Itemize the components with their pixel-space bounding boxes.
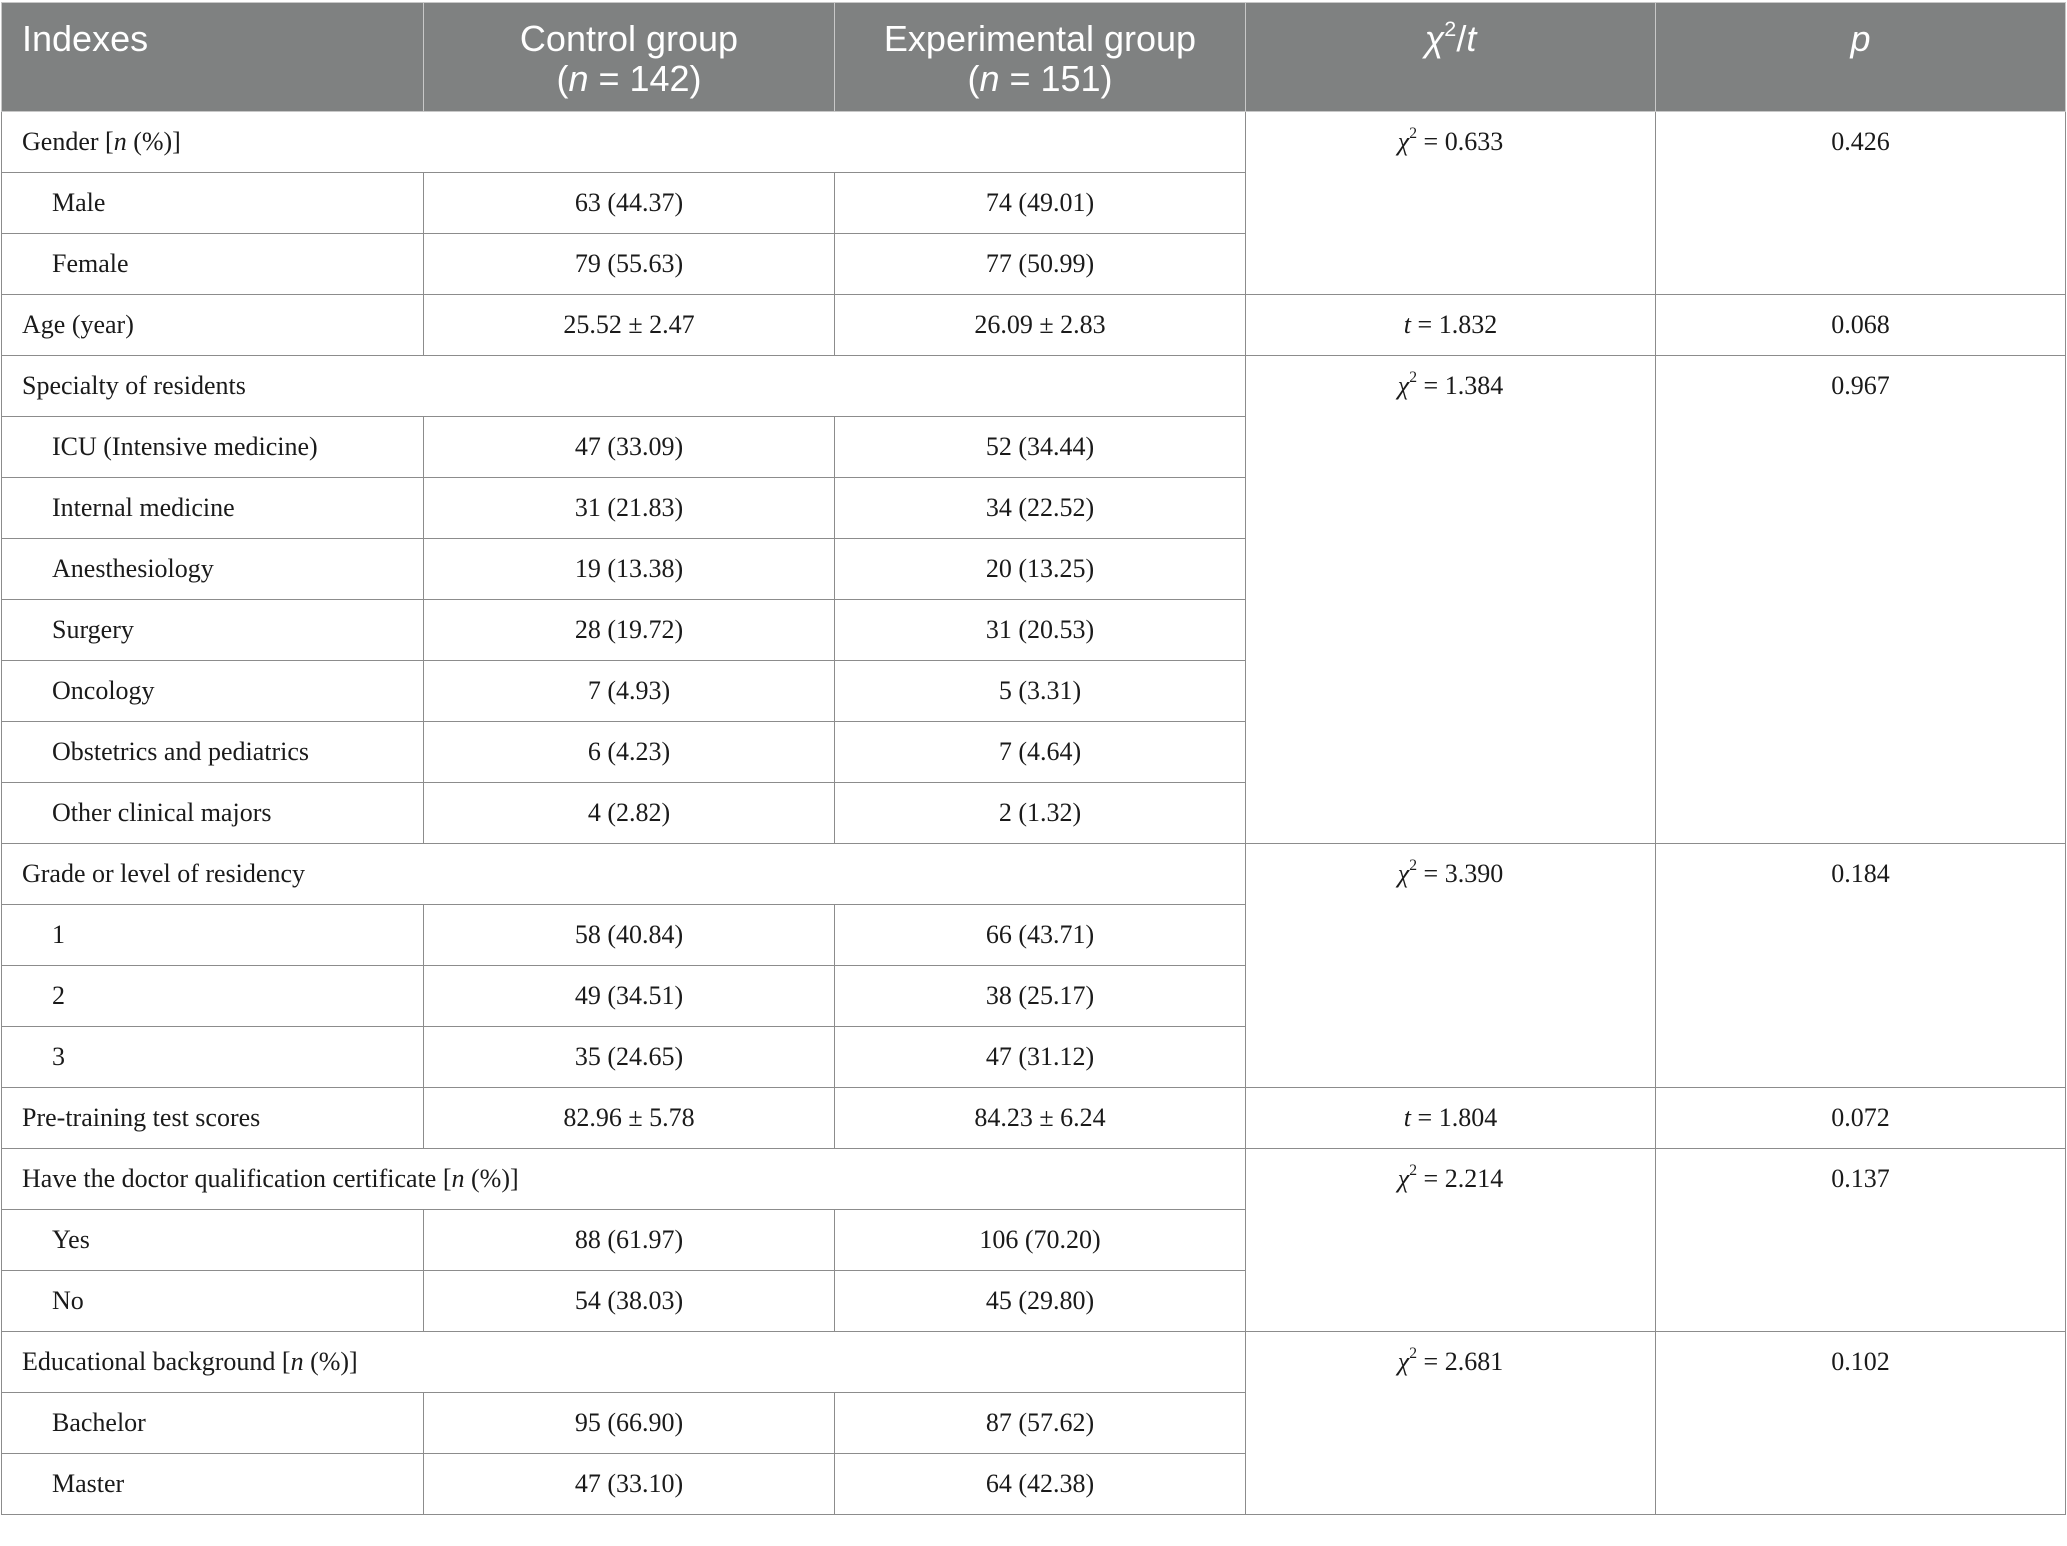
p-value: 0.967 xyxy=(1656,356,2066,844)
stat-value: $\chi^2 = 3.390$ xyxy=(1246,844,1656,1088)
table-body xyxy=(2,112,2066,1515)
table-row xyxy=(2,295,2066,356)
subgroup-label: Oncology xyxy=(2,661,424,722)
subgroup-label: Master xyxy=(2,1454,424,1515)
experimental-value: 38 (25.17) xyxy=(835,966,1246,1027)
baseline-characteristics-table xyxy=(1,2,2066,1515)
control-value: 47 (33.09) xyxy=(424,417,835,478)
experimental-value: 20 (13.25) xyxy=(835,539,1246,600)
table-row xyxy=(2,1088,2066,1149)
experimental-value: 66 (43.71) xyxy=(835,905,1246,966)
table-row xyxy=(2,1149,2066,1210)
control-value: 79 (55.63) xyxy=(424,234,835,295)
header-indexes: Indexes xyxy=(2,3,424,112)
subgroup-label: Internal medicine xyxy=(2,478,424,539)
control-value: 49 (34.51) xyxy=(424,966,835,1027)
control-value: 47 (33.10) xyxy=(424,1454,835,1515)
subgroup-label: Bachelor xyxy=(2,1393,424,1454)
experimental-value: 84.23 ± 6.24 xyxy=(835,1088,1246,1149)
header-control-title: Control group xyxy=(519,18,739,59)
subgroup-label: Anesthesiology xyxy=(2,539,424,600)
subgroup-label: No xyxy=(2,1271,424,1332)
control-value: 58 (40.84) xyxy=(424,905,835,966)
stat-value: $\chi^2 = 1.384$ xyxy=(1246,356,1656,844)
experimental-value: 77 (50.99) xyxy=(835,234,1246,295)
group-label: Educational background [n (%)] xyxy=(2,1332,1246,1393)
subgroup-label: Yes xyxy=(2,1210,424,1271)
header-stat: $\chi^2/t$ xyxy=(1246,3,1656,112)
control-value: 28 (19.72) xyxy=(424,600,835,661)
group-label: Pre-training test scores xyxy=(2,1088,424,1149)
p-value: 0.072 xyxy=(1656,1088,2066,1149)
experimental-value: 87 (57.62) xyxy=(835,1393,1246,1454)
experimental-value: 47 (31.12) xyxy=(835,1027,1246,1088)
experimental-value: 31 (20.53) xyxy=(835,600,1246,661)
experimental-value: 26.09 ± 2.83 xyxy=(835,295,1246,356)
table-row xyxy=(2,356,2066,417)
experimental-value: 45 (29.80) xyxy=(835,1271,1246,1332)
table-row xyxy=(2,112,2066,173)
control-value: 7 (4.93) xyxy=(424,661,835,722)
stat-value: $\chi^2 = 2.681$ xyxy=(1246,1332,1656,1515)
experimental-value: 5 (3.31) xyxy=(835,661,1246,722)
header-p: p xyxy=(1656,3,2066,112)
p-value: 0.137 xyxy=(1656,1149,2066,1332)
subgroup-label: Other clinical majors xyxy=(2,783,424,844)
subgroup-label: Obstetrics and pediatrics xyxy=(2,722,424,783)
control-value: 88 (61.97) xyxy=(424,1210,835,1271)
control-value: 54 (38.03) xyxy=(424,1271,835,1332)
experimental-value: 7 (4.64) xyxy=(835,722,1246,783)
header-row xyxy=(2,3,2066,112)
header-experimental-title: Experimental group xyxy=(883,18,1197,59)
header-experimental-n: (n = 151) xyxy=(967,58,1113,99)
group-label: Have the doctor qualification certificate [n (%)] xyxy=(2,1149,1246,1210)
subgroup-label: ICU (Intensive medicine) xyxy=(2,417,424,478)
group-label: Gender [n (%)] xyxy=(2,112,1246,173)
group-label: Grade or level of residency xyxy=(2,844,1246,905)
table-header xyxy=(2,3,2066,112)
subgroup-label: Male xyxy=(2,173,424,234)
p-value: 0.426 xyxy=(1656,112,2066,295)
stat-value: $\chi^2 = 0.633$ xyxy=(1246,112,1656,295)
subgroup-label: Female xyxy=(2,234,424,295)
control-value: 19 (13.38) xyxy=(424,539,835,600)
experimental-value: 34 (22.52) xyxy=(835,478,1246,539)
control-value: 63 (44.37) xyxy=(424,173,835,234)
p-value: 0.184 xyxy=(1656,844,2066,1088)
p-value: 0.102 xyxy=(1656,1332,2066,1515)
group-label: Age (year) xyxy=(2,295,424,356)
subgroup-label: 1 xyxy=(2,905,424,966)
control-value: 82.96 ± 5.78 xyxy=(424,1088,835,1149)
stat-value: t = 1.832 xyxy=(1246,295,1656,356)
header-control-n: (n = 142) xyxy=(556,58,702,99)
experimental-value: 52 (34.44) xyxy=(835,417,1246,478)
p-value: 0.068 xyxy=(1656,295,2066,356)
stat-value: $\chi^2 = 2.214$ xyxy=(1246,1149,1656,1332)
experimental-value: 64 (42.38) xyxy=(835,1454,1246,1515)
header-experimental-group xyxy=(835,3,1246,112)
stat-value: t = 1.804 xyxy=(1246,1088,1656,1149)
header-control-group xyxy=(424,3,835,112)
control-value: 35 (24.65) xyxy=(424,1027,835,1088)
control-value: 25.52 ± 2.47 xyxy=(424,295,835,356)
table-row xyxy=(2,844,2066,905)
control-value: 6 (4.23) xyxy=(424,722,835,783)
experimental-value: 106 (70.20) xyxy=(835,1210,1246,1271)
control-value: 95 (66.90) xyxy=(424,1393,835,1454)
control-value: 31 (21.83) xyxy=(424,478,835,539)
experimental-value: 74 (49.01) xyxy=(835,173,1246,234)
subgroup-label: 2 xyxy=(2,966,424,1027)
subgroup-label: Surgery xyxy=(2,600,424,661)
table-row xyxy=(2,1332,2066,1393)
control-value: 4 (2.82) xyxy=(424,783,835,844)
experimental-value: 2 (1.32) xyxy=(835,783,1246,844)
subgroup-label: 3 xyxy=(2,1027,424,1088)
group-label: Specialty of residents xyxy=(2,356,1246,417)
